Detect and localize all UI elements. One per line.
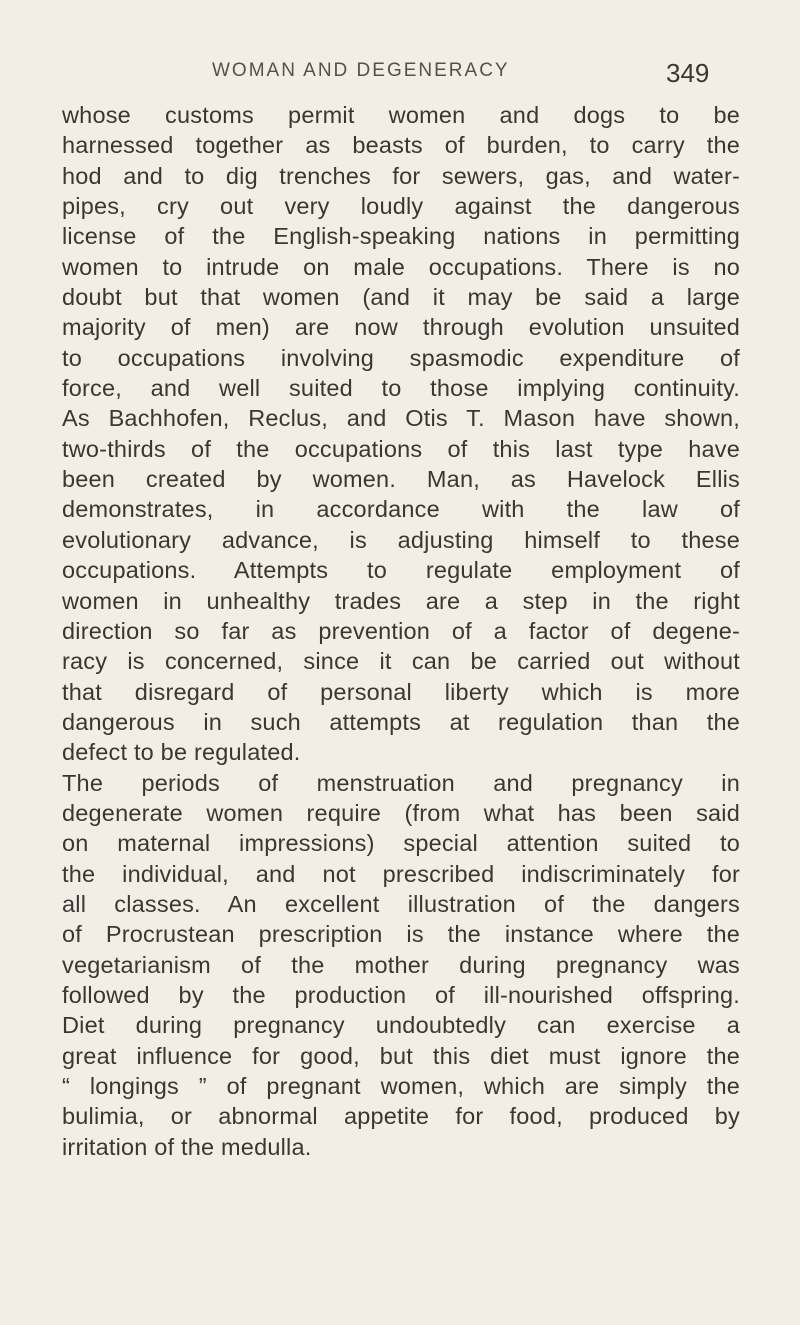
text-line: great influence for good, but this diet must ignore the (62, 1042, 740, 1069)
text-line: demonstrates, in accordance with the law of (62, 496, 740, 523)
text-line: “ longings ” of pregnant women, which are simply the (62, 1073, 740, 1099)
paragraph-start-line: The periods of menstruation and pregnancy in (62, 769, 740, 796)
text-line: pipes, cry out very loudly against the dangerous (62, 193, 740, 220)
text-line: been created by women. Man, as Havelock Ellis (62, 466, 740, 493)
body-text (62, 100, 740, 1162)
text-line: dangerous in such attempts at regulation than the (62, 708, 740, 735)
text-line: the individual, and not prescribed indiscriminately for (62, 860, 740, 887)
text-line: racy is concerned, since it can be carried out without (62, 648, 740, 675)
text-line: evolutionary advance, is adjusting himself to these (62, 526, 740, 553)
text-line: As Bachhofen, Reclus, and Otis T. Mason have shown, (62, 405, 740, 432)
text-line: force, and well suited to those implying continuity. (62, 375, 740, 402)
text-line: bulimia, or abnormal appetite for food, produced by (62, 1103, 740, 1130)
text-line: direction so far as prevention of a factor of degene- (62, 617, 740, 644)
paragraph-end-line: defect to be regulated. (62, 739, 301, 766)
page-number: 349 (666, 58, 710, 88)
text-line: majority of men) are now through evolution unsuited (62, 314, 740, 341)
text-line: followed by the production of ill-nourished offspring. (62, 981, 740, 1008)
text-line: vegetarianism of the mother during pregnancy was (62, 951, 740, 978)
text-line: whose customs permit women and dogs to be (62, 102, 740, 128)
text-line: that disregard of personal liberty which is more (62, 678, 740, 705)
text-line: license of the English-speaking nations in permitting (62, 223, 740, 250)
running-title: WOMAN AND DEGENERACY (212, 60, 510, 81)
text-line: doubt but that women (and it may be said a large (62, 284, 740, 311)
text-line: women in unhealthy trades are a step in the right (62, 587, 740, 614)
text-line: Diet during pregnancy undoubtedly can exercise a (62, 1012, 740, 1039)
paragraph-end-line: irritation of the medulla. (62, 1133, 312, 1160)
text-line: occupations. Attempts to regulate employment of (62, 557, 740, 584)
text-line: hod and to dig trenches for sewers, gas, and water- (62, 162, 740, 189)
text-line: on maternal impressions) special attention suited to (62, 830, 740, 857)
text-line: of Procrustean prescription is the instance where the (62, 921, 740, 948)
text-line: to occupations involving spasmodic expenditure of (62, 344, 740, 371)
text-line: two-thirds of the occupations of this last type have (62, 435, 740, 462)
text-line: degenerate women require (from what has been said (62, 799, 740, 826)
text-line: women to intrude on male occupations. There is no (62, 253, 740, 280)
text-line: all classes. An excellent illustration of the dangers (62, 890, 740, 917)
text-line: harnessed together as beasts of burden, to carry the (62, 132, 740, 159)
